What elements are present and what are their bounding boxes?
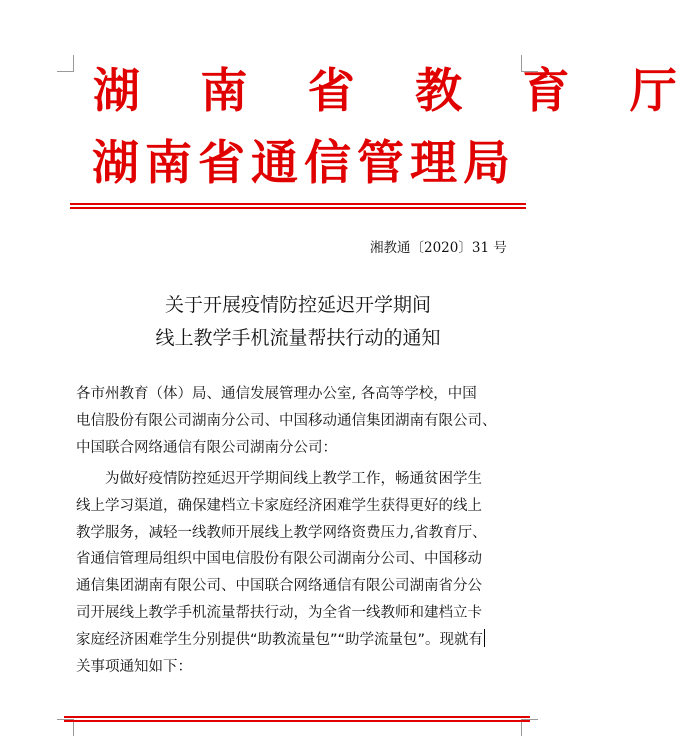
- body-line: 通信集团湖南有限公司、中国联合网络通信有限公司湖南省分公: [76, 578, 482, 595]
- body-paragraph[interactable]: [76, 466, 522, 680]
- notice-title-line-2: 线上教学手机流量帮扶行动的通知: [155, 327, 441, 349]
- body-line-with-cursor: [76, 627, 522, 654]
- letterhead-issuer-education-department: 湖 南 省 教 育 厅: [93, 64, 699, 119]
- body-line: 为做好疫情防控延迟开学期间线上教学工作，畅通贫困学生: [105, 471, 482, 487]
- letterhead-red-rule-bottom: [70, 207, 526, 209]
- body-line: 线上学习渠道，确保建档立卡家庭经济困难学生获得更好的线上: [76, 497, 482, 514]
- margin-corner-mark-top-left: [57, 55, 74, 72]
- letterhead-issuer-communications-bureau: 湖南省通信管理局: [92, 136, 516, 191]
- addressee-line: 中国联合网络通信有限公司湖南分公司：: [76, 439, 337, 456]
- body-line: 关事项通知如下：: [76, 658, 192, 675]
- footer-red-rule-top: [64, 716, 530, 718]
- addressee-line: 电信股份有限公司湖南分公司、中国移动通信集团湖南有限公司、: [76, 412, 497, 429]
- notice-title-line-1: 关于开展疫情防控延迟开学期间: [164, 294, 431, 316]
- addressee-line: 各市州教育（体）局、通信发展管理办公室, 各高等学校，中国: [76, 386, 477, 402]
- body-line: 省通信管理局组织中国电信股份有限公司湖南分公司、中国移动: [76, 551, 482, 568]
- addressee-block: [76, 381, 522, 461]
- body-line: 家庭经济困难学生分别提供“助教流量包”“助学流量包”。现就有: [76, 631, 484, 648]
- footer-red-rule-bottom: [64, 720, 530, 722]
- letterhead-red-rule-top: [70, 203, 526, 205]
- document-number: 湘教通〔2020〕31 号: [370, 240, 507, 256]
- text-cursor: [484, 629, 485, 647]
- body-line: 教学服务，减轻一线教师开展线上教学网络资费压力,省教育厅、: [76, 524, 487, 541]
- body-line: 司开展线上教学手机流量帮扶行动，为全省一线教师和建档立卡: [76, 604, 482, 621]
